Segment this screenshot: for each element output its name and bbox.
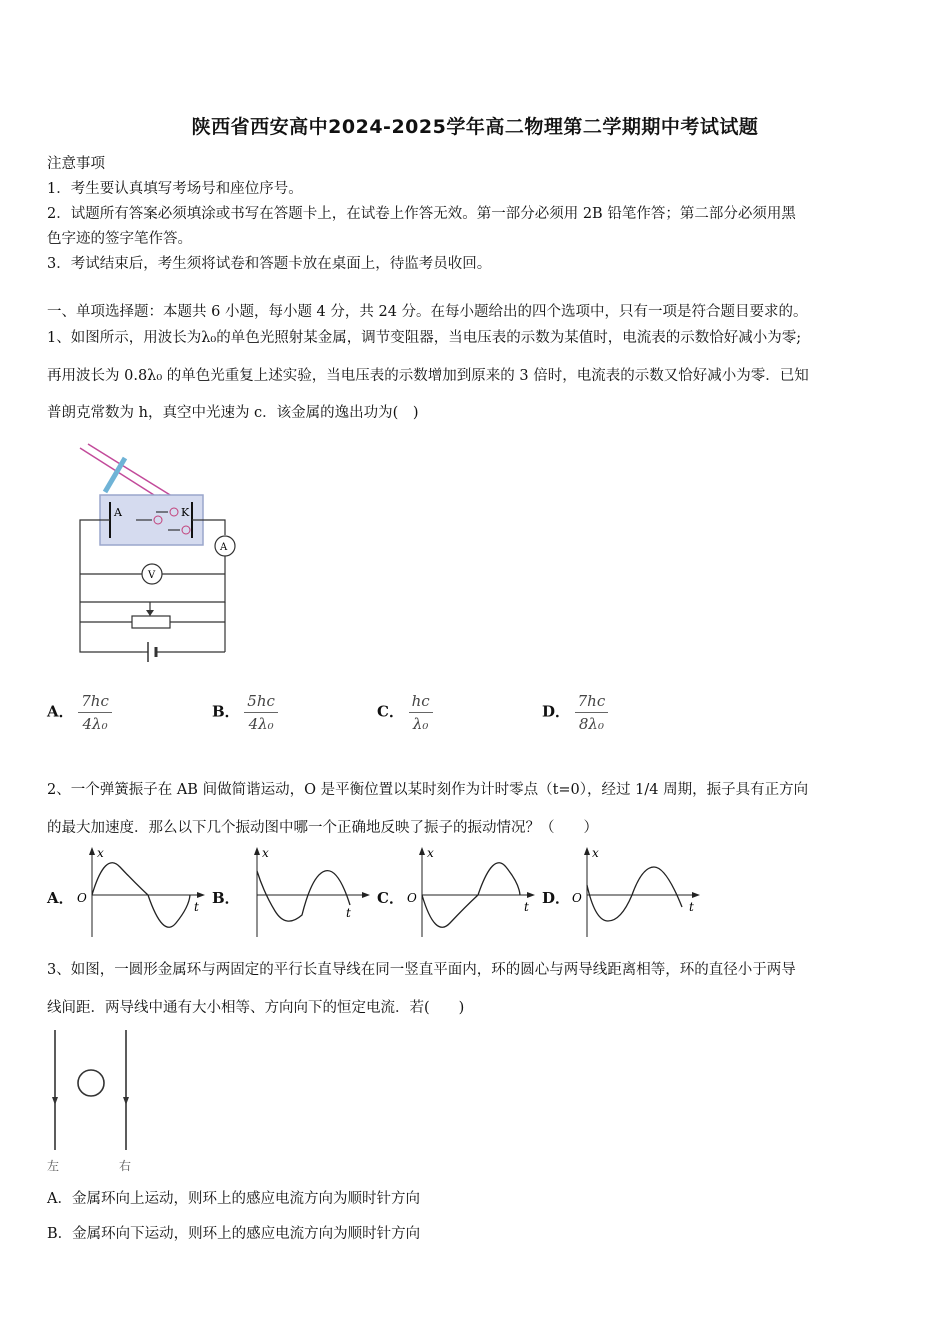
option-label: D． [542, 702, 571, 721]
question-3-text: 3、如图，一圆形金属环与两固定的平行长直导线在同一竖直平面内，环的圆心与两导线距离相等，环的直径小于两导 [47, 962, 796, 978]
fraction [78, 692, 112, 733]
option-b[interactable] [212, 692, 278, 733]
notice-item: 色字迹的签字笔作答。 [47, 231, 192, 247]
section-heading: 一、单项选择题：本题共 6 小题，每小题 4 分，共 24 分。在每小题给出的四个选项中，只有一项是符合题目要求的。 [47, 304, 808, 320]
parallel-wires-diagram [42, 1025, 152, 1175]
fraction [575, 692, 609, 733]
y-axis-label: x [97, 846, 104, 860]
origin-label: O [407, 891, 417, 905]
question-2-text: 的最大加速度．那么以下几个振动图中哪一个正确地反映了振子的振动情况？（ ） [47, 820, 598, 836]
y-axis-label: x [427, 846, 434, 860]
option-label: C． [377, 702, 404, 721]
fraction-denominator: 4λ₀ [82, 715, 108, 733]
vibration-graph-c [405, 845, 540, 940]
question-2-text: 2、一个弹簧振子在 AB 间做简谐运动，O 是平衡位置以某时刻作为计时零点（t=0），经过 1/4 周期，振子具有正方向 [47, 782, 809, 798]
y-axis-label: x [592, 846, 599, 860]
fraction-denominator: 8λ₀ [578, 715, 604, 733]
y-axis-label: x [262, 846, 269, 860]
option-a[interactable]: A．金属环向上运动，则环上的感应电流方向为顺时针方向 [47, 1191, 420, 1207]
option-label: B． [212, 889, 240, 907]
fraction-numerator: 5hc [244, 692, 278, 713]
option-a[interactable] [47, 692, 112, 733]
option-label: A． [47, 889, 74, 907]
vibration-graph-d [570, 845, 705, 940]
x-axis-label: t [346, 906, 351, 920]
right-label: 右 [119, 1159, 132, 1173]
x-axis-label: t [194, 900, 199, 914]
fraction [244, 692, 278, 733]
anode-label: A [114, 506, 122, 519]
question-1-text: 1、如图所示，用波长为λ₀的单色光照射某金属，调节变阻器，当电压表的示数为某值时，电流表的示数恰好减小为零; [47, 330, 802, 346]
x-axis-label: t [524, 900, 529, 914]
voltmeter-label: V [148, 570, 156, 581]
photoelectric-circuit-diagram [70, 440, 250, 675]
option-label: B． [212, 702, 240, 721]
cathode-label: K [181, 506, 190, 519]
fraction-denominator: λ₀ [412, 715, 429, 733]
option-b[interactable]: B．金属环向下运动，则环上的感应电流方向为顺时针方向 [47, 1226, 421, 1242]
option-d[interactable] [542, 692, 608, 733]
notice-item: 2．试题所有答案必须填涂或书写在答题卡上，在试卷上作答无效。第一部分必须用 2B 铅笔作答；第二部分必须用黑 [47, 206, 796, 222]
notice-item: 3．考试结束后，考生须将试卷和答题卡放在桌面上，待监考员收回。 [47, 256, 492, 272]
option-c[interactable] [377, 692, 433, 733]
notice-heading: 注意事项 [47, 156, 105, 172]
question-3-text: 线间距．两导线中通有大小相等、方向向下的恒定电流．若( ) [47, 1000, 465, 1016]
fraction-numerator: 7hc [575, 692, 609, 713]
fraction-numerator: hc [409, 692, 433, 713]
ammeter-label: A [220, 542, 228, 553]
origin-label: O [572, 891, 582, 905]
notice-item: 1．考生要认真填写考场号和座位序号。 [47, 181, 303, 197]
option-label: C． [377, 889, 404, 907]
origin-label: O [77, 891, 87, 905]
left-label: 左 [47, 1159, 60, 1173]
vibration-graph-a [75, 845, 210, 940]
option-label: A． [47, 702, 74, 721]
question-1-text: 再用波长为 0.8λ₀ 的单色光重复上述实验，当电压表的示数增加到原来的 3 倍时，电流表的示数又恰好减小为零．已知 [47, 368, 809, 384]
question-1-text: 普朗克常数为 h，真空中光速为 c．该金属的逸出功为( ) [47, 405, 419, 421]
x-axis-label: t [689, 900, 694, 914]
option-label: D． [542, 889, 571, 907]
vibration-graph-b [240, 845, 375, 940]
fraction-numerator: 7hc [78, 692, 112, 713]
page-title: 陕西省西安高中2024-2025学年高二物理第二学期期中考试试题 [191, 116, 759, 138]
fraction-denominator: 4λ₀ [248, 715, 274, 733]
fraction [409, 692, 433, 733]
